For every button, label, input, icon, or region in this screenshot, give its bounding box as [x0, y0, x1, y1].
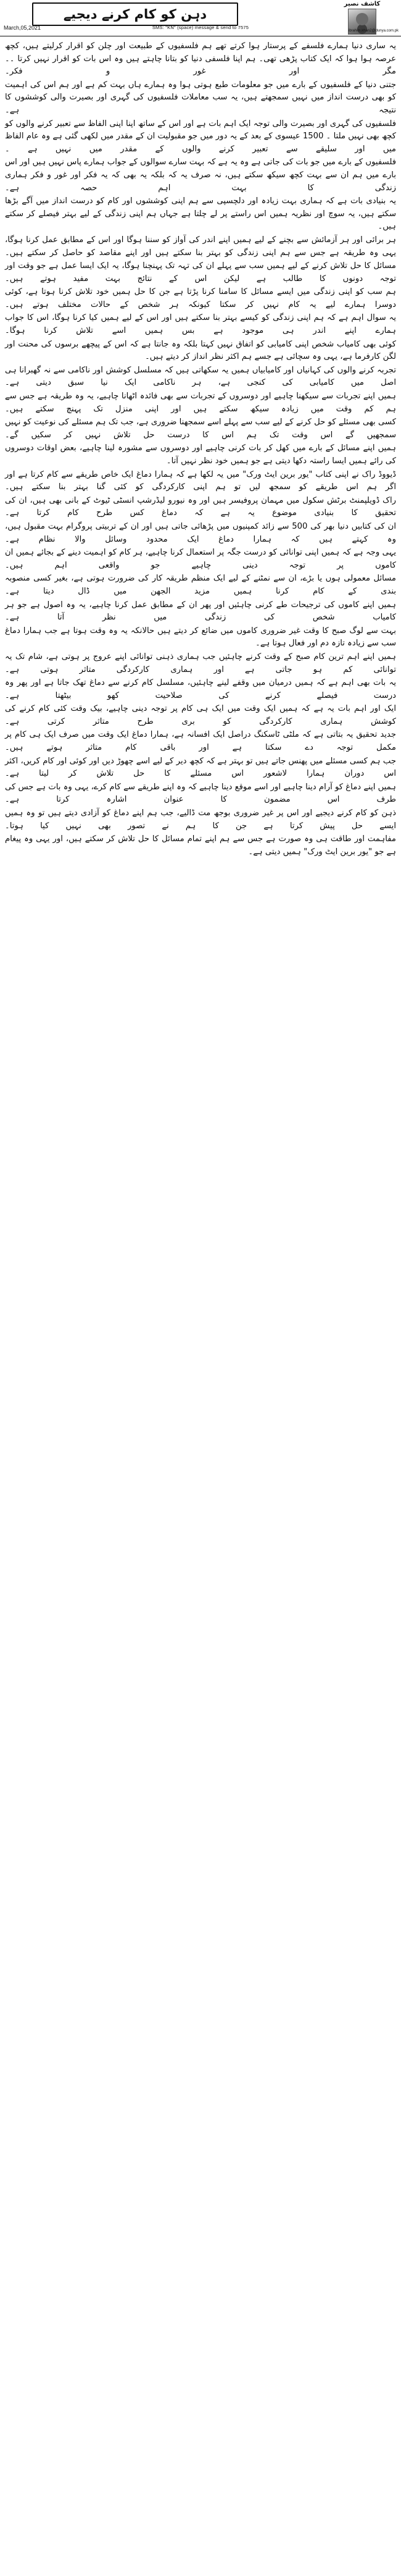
article-paragraph: ان کی کتابیں دنیا بھر کی 500 سے زائد کمپنیوں میں پڑھائی جاتی ہیں اور ان کے تربیتی پروگرام بہت مقبول ہیں، وہ کہتے ہیں کہ ہمارا دماغ ایک محدود وسائل والا نظام ہے۔ — [5, 521, 396, 544]
publication-date: March,05,2021 — [4, 25, 41, 31]
article-paragraph: مسائل معمولی ہوں یا بڑے، ان سے نمٹنے کے لیے ایک منظم طریقہ کار کی ضرورت ہوتی ہے، بغیر کسی منصوبہ بندی کے کام کرنا ہمیں مزید الجھن میں ڈال دیتا ہے۔ — [5, 574, 396, 596]
author-email: ibrahim.khan2@dunya.com.pk — [348, 29, 399, 33]
article-paragraph: ایک اور اہم بات یہ ہے کہ ہمیں ایک وقت میں ایک ہی کام پر توجہ دینی چاہیے، بیک وقت کئی کام کرنے کی کوشش ہماری کارکردگی کو بری طرح متاثر کرتی ہے۔ — [5, 704, 396, 726]
article-paragraph: جدید تحقیق یہ بتاتی ہے کہ ملٹی ٹاسکنگ دراصل ایک افسانہ ہے، ہمارا دماغ ایک وقت میں صرف ایک ہی کام پر مکمل توجہ دے سکتا ہے اور باقی کام متاثر ہوتے ہیں۔ — [5, 730, 396, 753]
page-title: دہن کو کام کرنے دیجیے — [63, 7, 207, 22]
article-paragraph: ہم سب کو اپنی زندگی میں ایسے مسائل کا سامنا کرنا پڑتا ہے جن کا حل ہمیں خود تلاش کرنا ہوتا ہے، کوئی دوسرا ہمارے لیے یہ کام نہیں کر سکتا کیونکہ ہر شخص کے حالات مختلف ہوتے ہیں۔ — [5, 287, 396, 309]
article-paragraph: یہ بنیادی بات ہے کہ ہماری بہت زیادہ اور دلچسپی سے ہم اپنی کوششوں اور کام کو درست انداز میں آگے بڑھا سکتے ہیں، یہ سوچ اور نظریہ ہمیں اس راستے پر لے چلتا ہے جہاں ہم اپنی زندگی کے لیے بہتر فیصلے کر سکتے ہیں۔ — [5, 196, 396, 232]
article-paragraph: ہمیں اپنے مسائل کے بارے میں کھل کر بات کرنی چاہیے اور دوسروں سے مشورہ لینا چاہیے، بعض اوقات دوسروں کی رائے ہمیں ایسا راستہ دکھا دیتی ہے جو ہمیں خود نظر نہیں آتا۔ — [5, 443, 396, 466]
article-paragraph: یہ سوال اہم ہے کہ ہم اپنی زندگی کو کیسے بہتر بنا سکتے ہیں اور اس کے لیے ہمیں کیا کرنا ہوگا، اس کا جواب ہمارے اپنے اندر ہی موجود ہے بس ہمیں اسے تلاش کرنا ہوگا۔ — [5, 313, 396, 336]
article-paragraph: کسی بھی مسئلے کو حل کرنے کے لیے سب سے پہلے اسے سمجھنا ضروری ہے، جب تک ہم مسئلے کی نوعیت کو نہیں سمجھیں گے اس وقت تک ہم اس کا درست حل تلاش نہیں کر سکیں گے۔ — [5, 417, 396, 440]
article-paragraph: راک ڈویلپمنٹ برٹش سکول میں مہمان پروفیسر ہیں اور وہ نیورو لیڈرشپ انسٹی ٹیوٹ کے بانی بھی ہیں، ان کی تحقیق کا بنیادی موضوع یہ ہے کہ دماغ کس طرح کام کرتا ہے۔ — [5, 495, 396, 518]
article-paragraph: مسائل کا حل تلاش کرنے کے لیے ہمیں سب سے پہلے ان کی تہہ تک پہنچنا ہوگا، یہ ایک ایسا عمل ہے جو وقت اور توجہ دونوں کا طالب ہے لیکن اس کے نتائج بہت مفید ہوتے ہیں۔ — [5, 261, 396, 283]
article-paragraph: ہمیں اپنے اہم ترین کام صبح کے وقت کرنے چاہئیں جب ہماری ذہنی توانائی اپنے عروج پر ہوتی ہے، شام تک یہ توانائی کم ہو جاتی ہے اور ہماری کارکردگی متاثر ہوتی ہے۔ — [5, 652, 396, 674]
article-paragraph: کوئی بھی کامیاب شخص اپنی کامیابی کو اتفاق نہیں کہتا بلکہ وہ جانتا ہے کہ اس کے پیچھے برسوں کی محنت اور لگن کارفرما ہے، یہی وہ سچائی ہے جسے ہم اکثر نظر انداز کر دیتے ہیں۔ — [5, 339, 396, 362]
author-name: کاشف نصیر — [344, 1, 381, 7]
article-paragraph: ہمیں اپنے تجربات سے سیکھنا چاہیے اور دوسروں کے تجربات سے بھی فائدہ اٹھانا چاہیے، یہ وہ طریقہ ہے جس سے ہم کم وقت میں زیادہ سیکھ سکتے ہیں اور اپنی منزل تک پہنچ سکتے ہیں۔ — [5, 392, 396, 414]
article-paragraph: یہی وجہ ہے کہ ہمیں اپنی توانائی کو درست جگہ پر استعمال کرنا چاہیے، ہر کام کو اہمیت دینے کے بجائے ہمیں ان کاموں پر توجہ دینی چاہیے جو واقعی اہم ہیں۔ — [5, 548, 396, 570]
article-paragraph: فلسفیوں کی گہری اور بصیرت والی توجہ ایک اہم بات ہے اور اس کے ساتھ اپنا اپنی الفاظ سے تعبیر کرنے والوں کو کچھ بھی نہیں ملتا ۔ 1500 عیسوی کے بعد کے یہ دور میں جو مقبولیت ان کے مقدر میں لکھی گئی ہے وہ عام الفاظ میں اور سلیقے سے تعبیر کرنے والوں کے مقدر میں نہیں ہے ۔ — [5, 119, 396, 154]
article-paragraph: ہمیں اپنے دماغ کو آرام دینا چاہیے اور اسے موقع دینا چاہیے کہ وہ اپنے طریقے سے کام کرے، یہی وہ بات ہے جس کی طرف اس مضمون کا عنوان اشارہ کرتا ہے۔ — [5, 782, 396, 805]
article-paragraph: بہت سے لوگ صبح کا وقت غیر ضروری کاموں میں ضائع کر دیتے ہیں حالانکہ یہ وہ وقت ہوتا ہے جب ہمارا دماغ سب سے زیادہ تازہ دم اور فعال ہوتا ہے۔ — [5, 626, 396, 648]
masthead — [0, 0, 401, 36]
article-paragraph: مفاہمت اور طاقت ہی وہ صورت ہے جس سے ہم اپنے تمام مسائل کا حل تلاش کر سکتے ہیں، اور یہی وہ پیغام ہے جو "یور برین ایٹ ورک" ہمیں دیتی ہے۔ — [5, 834, 396, 857]
article-paragraph: ڈیووڈ راک نے اپنی کتاب "یور برین ایٹ ورک" میں یہ لکھا ہے کہ ہمارا دماغ ایک خاص طریقے سے کام کرتا ہے اور اگر ہم اس طریقے کو سمجھ لیں تو ہم اپنی کارکردگی کو کئی گنا بہتر بنا سکتے ہیں۔ — [5, 469, 396, 492]
article-paragraph: ہمیں اپنے کاموں کی ترجیحات طے کرنی چاہئیں اور پھر ان کے مطابق عمل کرنا چاہیے، یہ وہ اصول ہے جو ہر کامیاب شخص کی زندگی میں نظر آتا ہے۔ — [5, 600, 396, 623]
sms-instruction: SMS: "KN" (space) message & send to 7575 — [152, 25, 249, 30]
article-paragraph: ذہن کو کام کرنے دیجیے اور اس پر غیر ضروری بوجھ مت ڈالیے، جب ہم اپنے دماغ کو آزادی دیتے ہیں تو وہ ہمیں ایسے حل پیش کرتا ہے جن کا ہم نے تصور بھی نہیں کیا ہوتا۔ — [5, 808, 396, 831]
article-paragraph: یہ بات بھی اہم ہے کہ ہمیں درمیان میں وقفے لینے چاہئیں، مسلسل کام کرنے سے دماغ تھک جاتا ہے اور پھر وہ درست فیصلے کرنے کی صلاحیت کھو بیٹھتا ہے۔ — [5, 678, 396, 700]
article-paragraph: جتنی دنیا کے فلسفیوں کے بارے میں جو معلومات طبع ہوتی ہوا وہ ہمارے ہاں بہت کم ہے اور ہم اس کی اہمیت کو بھی درست انداز میں نہیں سمجھتے ہیں، یہ سب معاملات فلسفیوں کی گہری اور بصیرت والی کوششوں کا نتیجہ ہے۔ — [5, 80, 396, 115]
article-paragraph: فلسفیوں کے بارے میں جو بات کی جاتی ہے وہ یہ ہے کہ بہت سارے سوالوں کے جواب ہمارے پاس نہیں ہیں اور اس بارے میں ہم ان سے بہت کچھ سیکھ سکتے ہیں، نہ صرف یہ کہ بلکہ یہ بھی کہ یہ فکر اور غور و فکر ہماری زندگی کا بہت اہم حصہ ہے۔ — [5, 157, 396, 193]
article-paragraph: تجربہ کرنے والوں کی کہانیاں اور کامیابیاں ہمیں یہ سکھاتی ہیں کہ مسلسل کوشش اور ناکامی سے نہ گھبرانا ہی اصل میں کامیابی کی کنجی ہے، ہر ناکامی ایک نیا سبق دیتی ہے۔ — [5, 365, 396, 388]
article-paragraph: ہر برائی اور ہر آزمائش سے بچنے کے لیے ہمیں اپنے اندر کی آواز کو سننا ہوگا اور اس کے مطابق عمل کرنا ہوگا، یہی وہ طریقہ ہے جس سے ہم اپنی زندگی کو بہتر بنا سکتے ہیں اور اپنے مقاصد کو حاصل کر سکتے ہیں۔ — [5, 235, 396, 258]
column-title-box — [32, 2, 238, 26]
article-body — [0, 36, 401, 871]
article-paragraph: یہ ساری دنیا ہمارے فلسفے کے پرستار ہوا کرتے تھے ہم فلسفیوں کے طبیعت اور چلن کو اقرار کرلیتے ہیں، کچھ عرصہ ہوا ہوا کہ ایک کتاب پڑھی تھی۔ ہم اپنا فلسفی دنیا کو بتانا چاہتے ہیں وہ اس بات کو اقرار نہیں کرتا ۔۔ مگر اور غور و فکر۔ — [5, 41, 396, 77]
article-paragraph: جب ہم کسی مسئلے میں پھنس جاتے ہیں تو بہتر ہے کہ کچھ دیر کے لیے اسے چھوڑ دیں اور کوئی اور کام کریں، اکثر اس دوران ہمارا لاشعور اس مسئلے کا حل تلاش کر لیتا ہے۔ — [5, 756, 396, 779]
